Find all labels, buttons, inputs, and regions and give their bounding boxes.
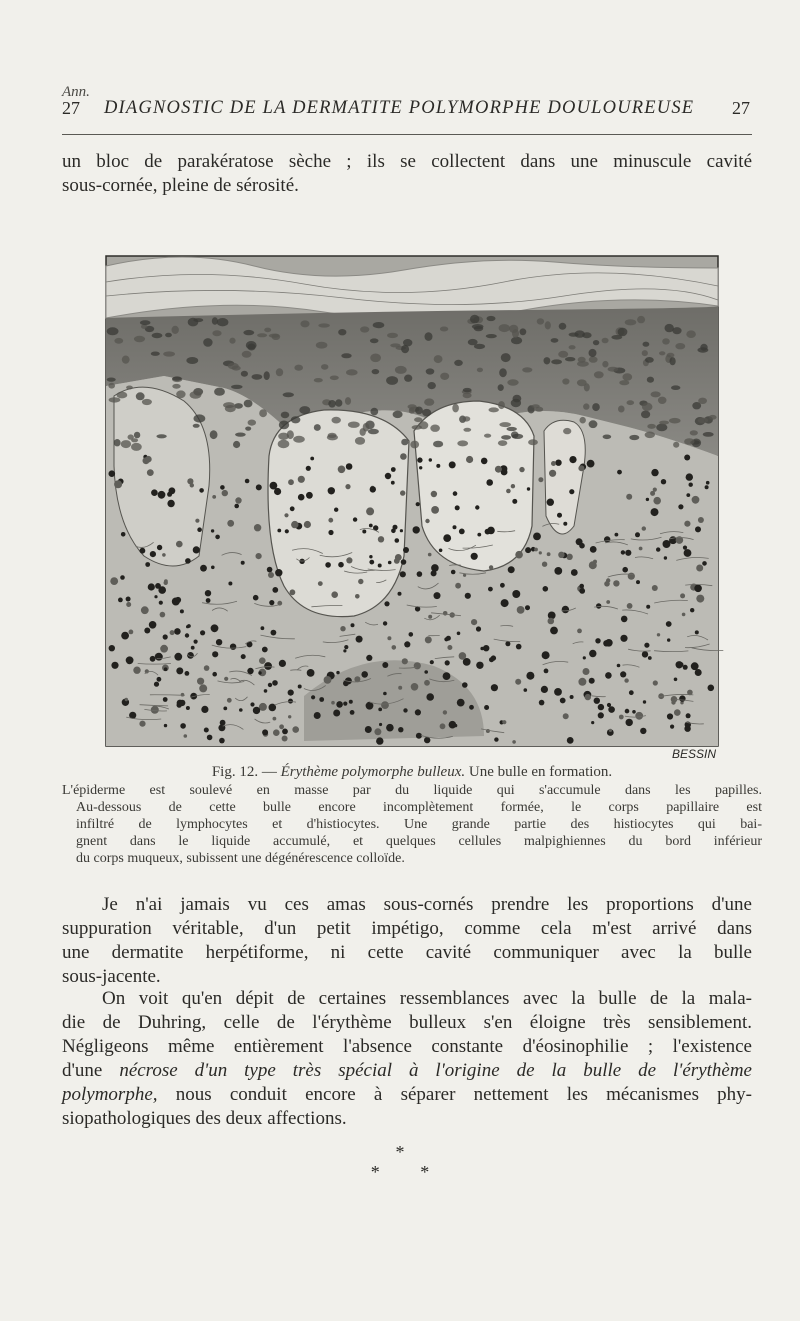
paragraph-fragment: nous conduit encore à séparer nettement les mécanismes phy- bbox=[175, 1084, 753, 1105]
paragraph-line: sous-jacente. bbox=[62, 966, 161, 987]
paragraph-emphasis: nécrose d'un type très spécial à l'origine de la bulle de l'érythème bbox=[119, 1060, 752, 1081]
page-number-left: 27 bbox=[62, 98, 80, 118]
figure-caption bbox=[62, 764, 762, 867]
paragraph-line bbox=[62, 1059, 752, 1083]
histology-figure bbox=[104, 226, 724, 762]
header-rule bbox=[62, 134, 752, 135]
paragraph-line bbox=[62, 1083, 752, 1107]
paragraph-line: une dermatite herpétiforme, ni cette cavité communiquer avec la bulle bbox=[62, 942, 752, 963]
asterism-top: * bbox=[395, 1142, 405, 1162]
caption-label: Fig. 12. — bbox=[211, 764, 277, 780]
margin-note: Ann. bbox=[62, 84, 90, 100]
caption-title bbox=[62, 764, 762, 781]
paragraph-line: Négligeons même entièrement l'absence constante d'éosinophilie ; l'existence bbox=[62, 1036, 752, 1057]
page-number-right: 27 bbox=[732, 98, 750, 118]
caption-body bbox=[62, 782, 762, 867]
paragraph-emphasis: polymorphe, bbox=[62, 1084, 158, 1105]
histology-illustration bbox=[104, 226, 724, 762]
paragraph-line: die de Duhring, celle de l'érythème bulleux s'en éloigne très sensiblement. bbox=[62, 1012, 752, 1033]
caption-line: infiltré de lymphocytes et d'histiocytes. Une grande partie des histiocytes qui bai- bbox=[76, 817, 762, 832]
caption-title-rest: Une bulle en formation. bbox=[468, 764, 613, 780]
caption-line: gnent dans le liquide accumulé, et quelques cellules malpighiennes du bord inférieur bbox=[76, 834, 762, 849]
paragraph-line: suppuration véritable, d'un petit impétigo, comme cela m'est arrivé dans bbox=[62, 918, 752, 939]
asterism-bottom: * * bbox=[370, 1162, 448, 1182]
intro-paragraph bbox=[62, 150, 752, 198]
caption-line: Au-dessous de cette bulle encore incomplètement formée, le corps papillaire est bbox=[76, 800, 762, 815]
paragraph-line: On voit qu'en dépit de certaines ressemblances avec la bulle de la mala- bbox=[102, 988, 752, 1009]
caption-line: L'épiderme est soulevé en masse par du liquide qui s'accumule dans les papilles. bbox=[62, 783, 762, 798]
caption-line: du corps muqueux, subissent une dégénérescence colloïde. bbox=[76, 851, 405, 866]
caption-title-italic: Érythème polymorphe bulleux. bbox=[280, 764, 466, 780]
section-asterism bbox=[0, 1142, 800, 1182]
body-paragraph-1 bbox=[62, 893, 752, 989]
running-title: DIAGNOSTIC DE LA DERMATITE POLYMORPHE DOULOUREUSE bbox=[104, 98, 695, 118]
intro-line: un bloc de parakératose sèche ; ils se collectent dans une minuscule cavité bbox=[62, 151, 752, 172]
paragraph-line: Je n'ai jamais vu ces amas sous-cornés prendre les proportions d'une bbox=[102, 894, 752, 915]
intro-line: sous-cornée, pleine de sérosité. bbox=[62, 175, 299, 196]
body-paragraph-2 bbox=[62, 987, 752, 1131]
running-head bbox=[62, 98, 752, 128]
paragraph-line: siopathologiques des deux affections. bbox=[62, 1108, 347, 1129]
paragraph-fragment: d'une bbox=[62, 1060, 103, 1081]
artist-signature: BESSIN bbox=[671, 747, 716, 761]
